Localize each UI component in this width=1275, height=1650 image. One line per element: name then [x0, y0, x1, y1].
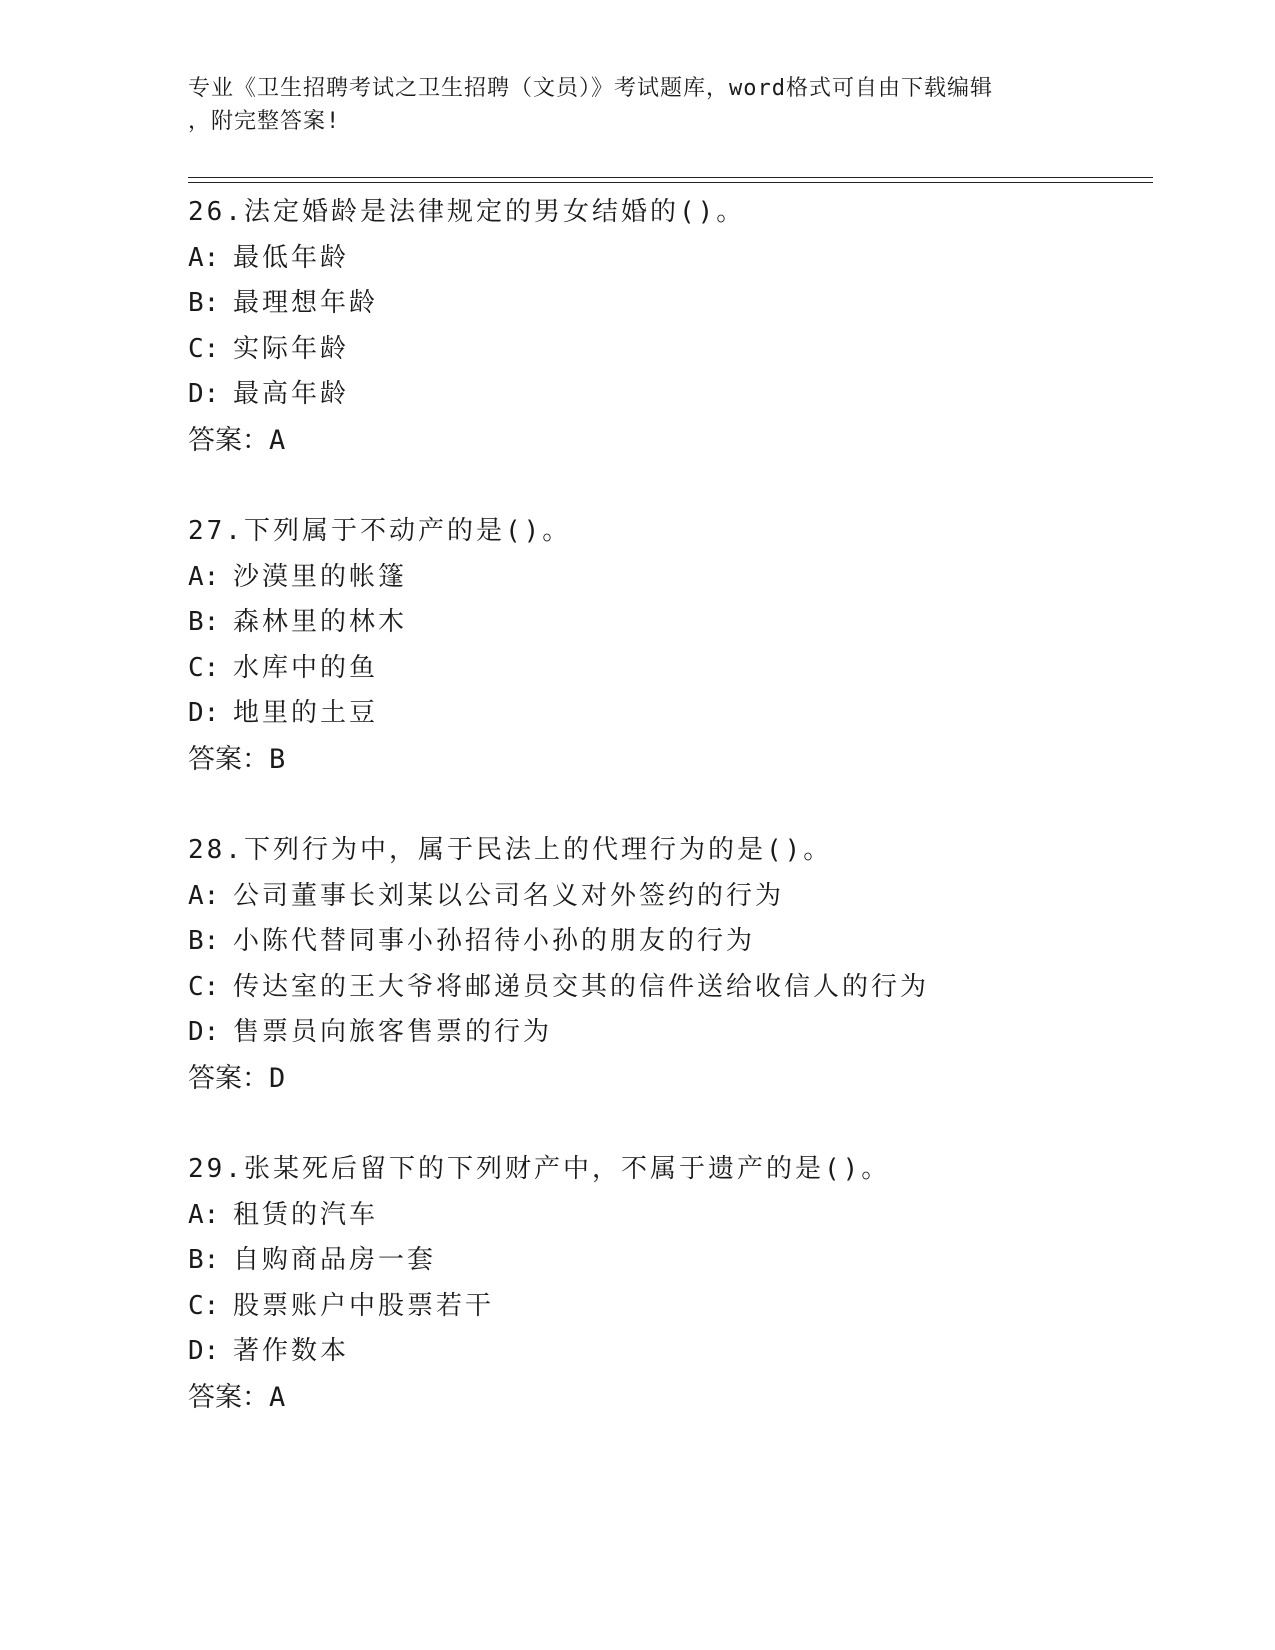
- option-letter: D:: [188, 1336, 220, 1367]
- answer-line: [188, 1056, 1153, 1102]
- option-letter: B:: [188, 1245, 220, 1276]
- answer-line: [188, 418, 1153, 464]
- option-letter: C:: [188, 652, 220, 683]
- option-letter: D:: [188, 1017, 220, 1048]
- question-stem: 27.下列属于不动产的是()。: [188, 516, 572, 546]
- question-stem: 29.张某死后留下的下列财产中，不属于遗产的是()。: [188, 1154, 891, 1184]
- option-letter: A:: [188, 1199, 220, 1230]
- option-b: [188, 281, 1153, 327]
- option-letter: D:: [188, 698, 220, 729]
- header-divider-top: [188, 177, 1153, 178]
- option-text: 沙漠里的帐篷: [233, 561, 408, 592]
- option-b: [188, 919, 1153, 965]
- option-text: 租赁的汽车: [233, 1199, 379, 1230]
- option-text: 传达室的王大爷将邮递员交其的信件送给收信人的行为: [233, 971, 930, 1002]
- option-a: [188, 1193, 1153, 1239]
- option-letter: A:: [188, 880, 220, 911]
- question-26: [188, 190, 1153, 509]
- header-line-1: 专业《卫生招聘考试之卫生招聘（文员）》考试题库，word格式可自由下载编辑: [188, 76, 993, 101]
- option-letter: C:: [188, 971, 220, 1002]
- option-b: [188, 1238, 1153, 1284]
- question-stem: 26.法定婚龄是法律规定的男女结婚的()。: [188, 197, 746, 227]
- option-text: 实际年龄: [233, 333, 350, 364]
- answer-label: 答案：: [188, 1381, 269, 1413]
- answer-label: 答案：: [188, 424, 269, 456]
- option-a: [188, 236, 1153, 282]
- option-text: 最理想年龄: [233, 288, 379, 319]
- option-text: 地里的土豆: [233, 698, 379, 729]
- option-text: 水库中的鱼: [233, 652, 379, 683]
- answer-value: D: [269, 1062, 286, 1094]
- option-text: 最高年龄: [233, 379, 350, 410]
- answer-value: B: [269, 743, 286, 775]
- option-letter: C:: [188, 333, 220, 364]
- answer-line: [188, 737, 1153, 783]
- answer-label: 答案：: [188, 743, 269, 775]
- option-c: [188, 1284, 1153, 1330]
- question-stem: 28.下列行为中，属于民法上的代理行为的是()。: [188, 835, 833, 865]
- header-divider-bottom: [188, 182, 1153, 183]
- question-list: [188, 190, 1153, 1466]
- option-a: [188, 555, 1153, 601]
- option-d: [188, 372, 1153, 418]
- option-letter: B:: [188, 926, 220, 957]
- option-text: 售票员向旅客售票的行为: [233, 1017, 553, 1048]
- option-letter: A:: [188, 561, 220, 592]
- answer-value: A: [269, 1381, 286, 1413]
- option-text: 著作数本: [233, 1336, 350, 1367]
- option-text: 最低年龄: [233, 242, 350, 273]
- option-letter: A:: [188, 242, 220, 273]
- answer-value: A: [269, 424, 286, 456]
- option-d: [188, 691, 1153, 737]
- option-d: [188, 1010, 1153, 1056]
- question-29: [188, 1147, 1153, 1466]
- option-text: 股票账户中股票若干: [233, 1290, 495, 1321]
- option-text: 森林里的林木: [233, 607, 408, 638]
- option-c: [188, 965, 1153, 1011]
- option-b: [188, 600, 1153, 646]
- header-line-2: ，附完整答案!: [188, 109, 341, 134]
- option-a: [188, 874, 1153, 920]
- option-text: 小陈代替同事小孙招待小孙的朋友的行为: [233, 926, 756, 957]
- option-letter: B:: [188, 288, 220, 319]
- option-text: 公司董事长刘某以公司名义对外签约的行为: [233, 880, 785, 911]
- option-letter: C:: [188, 1290, 220, 1321]
- option-letter: B:: [188, 607, 220, 638]
- option-d: [188, 1329, 1153, 1375]
- option-text: 自购商品房一套: [233, 1245, 437, 1276]
- answer-line: [188, 1375, 1153, 1421]
- question-27: [188, 509, 1153, 828]
- answer-label: 答案：: [188, 1062, 269, 1094]
- option-c: [188, 646, 1153, 692]
- option-letter: D:: [188, 379, 220, 410]
- option-c: [188, 327, 1153, 373]
- document-header: [188, 72, 1088, 138]
- question-28: [188, 828, 1153, 1147]
